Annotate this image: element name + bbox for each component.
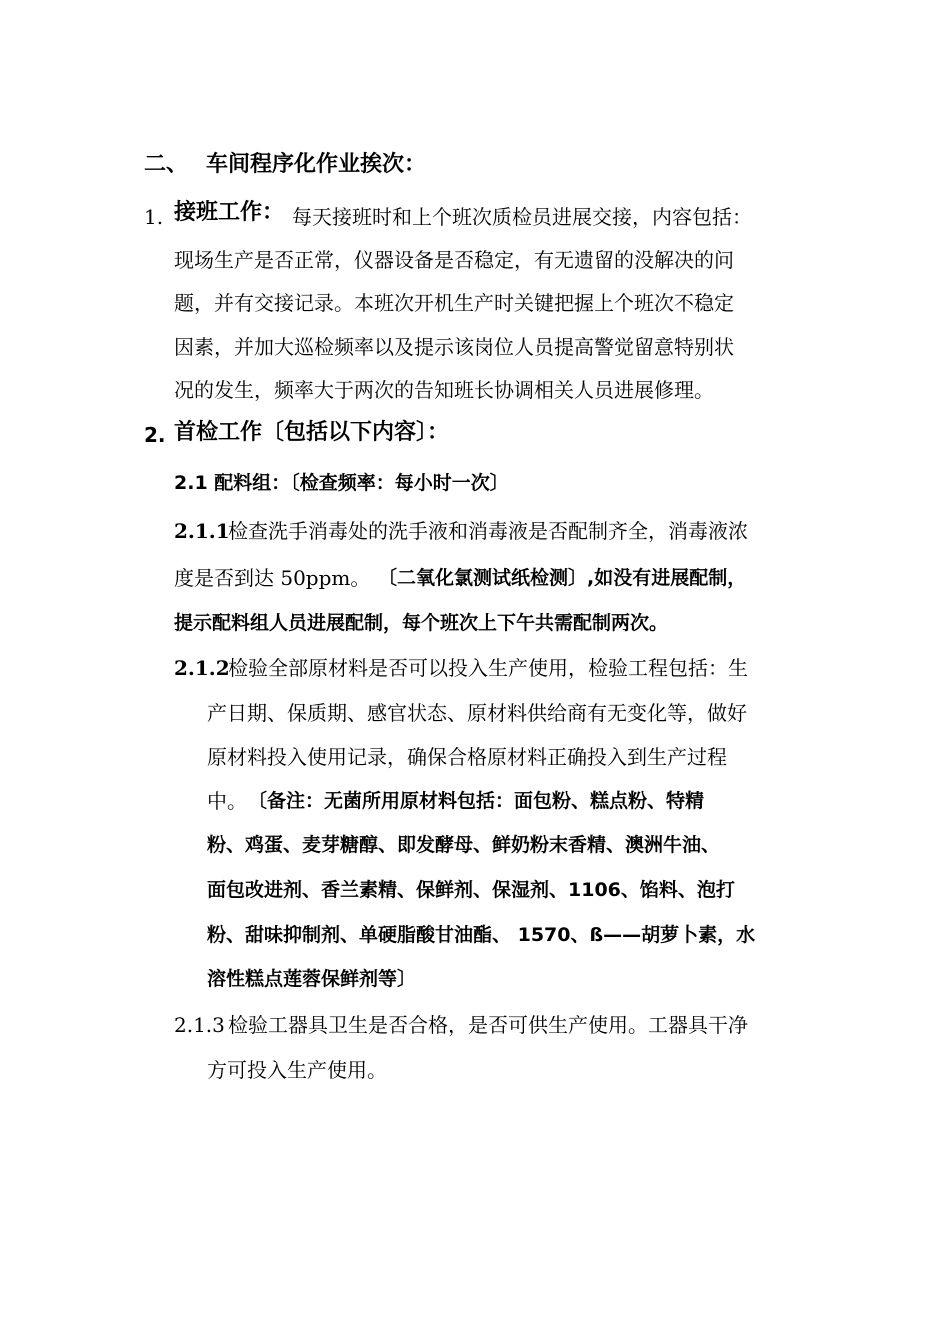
s211-number: 2.1.1 xyxy=(174,519,230,543)
s21-label: 2.1 配料组：〔检查频率：每小时一次〕 xyxy=(174,472,509,494)
item2-number: 2. xyxy=(144,423,166,447)
item1-heading: 接班工作： xyxy=(174,200,285,225)
s212-line-4-normal: 中。 xyxy=(207,789,247,813)
s212-line-3: 原材料投入使用记录，确保合格原材料正确投入到生产过程 xyxy=(207,745,727,769)
s213-line-2: 方可投入生产使用。 xyxy=(207,1058,387,1082)
s211-line-2-bold: 〔二氧化氯测试纸检测〕,如没有进展配制， xyxy=(378,567,747,589)
s212-line-2: 产日期、保质期、感官状态、原材料供给商有无变化等，做好 xyxy=(207,701,747,725)
item1-number: 1. xyxy=(144,205,164,229)
item1-line-1: 每天接班时和上个班次质检员进展交接，内容包括： xyxy=(292,205,752,229)
s212-line-5: 粉、鸡蛋、麦芽糖醇、即发酵母、鲜奶粉末香精、澳洲牛油、 xyxy=(207,834,721,856)
s212-line-7: 粉、甜味抑制剂、单硬脂酸甘油酯、 1570、ß——胡萝卜素，水 xyxy=(207,924,756,946)
s212-line-8: 溶性糕点莲蓉保鲜剂等〕 xyxy=(207,968,417,990)
s211-line-3-bold: 提示配料组人员进展配制，每个班次上下午共需配制两次。 xyxy=(174,612,669,634)
item1-line-5: 况的发生，频率大于两次的告知班长协调相关人员进展修理。 xyxy=(174,378,714,402)
s212-number: 2.1.2 xyxy=(174,656,230,680)
s213-number: 2.1.3 xyxy=(174,1013,225,1037)
section-title: 车间程序化作业挨次： xyxy=(206,152,427,177)
s212-line-6: 面包改进剂、香兰素精、保鲜剂、保湿剂、1106、馅料、泡打 xyxy=(207,879,735,901)
item1-line-3: 题，并有交接记录。本班次开机生产时关键把握上个班次不稳定 xyxy=(174,291,734,315)
item2-heading: 首检工作〔包括以下内容〕： xyxy=(174,420,450,445)
section-number: 二、 xyxy=(144,152,189,177)
s212-line-1: 检验全部原材料是否可以投入生产使用，检验工程包括：生 xyxy=(228,656,748,680)
item1-line-2: 现场生产是否正常，仪器设备是否稳定，有无遗留的没解决的问 xyxy=(174,248,734,272)
s213-line-1: 检验工器具卫生是否合格，是否可供生产使用。工器具干净 xyxy=(228,1013,748,1037)
item1-line-4: 因素，并加大巡检频率以及提示该岗位人员提高警觉留意特别状 xyxy=(174,335,734,359)
s211-line-1: 检查洗手消毒处的洗手液和消毒液是否配制齐全，消毒液浓 xyxy=(228,519,748,543)
s212-line-4-bold: 〔备注：无菌所用原材料包括：面包粉、糕点粉、特精 xyxy=(248,790,705,812)
s211-line-2-normal: 度是否到达 50ppm。 xyxy=(174,566,371,590)
